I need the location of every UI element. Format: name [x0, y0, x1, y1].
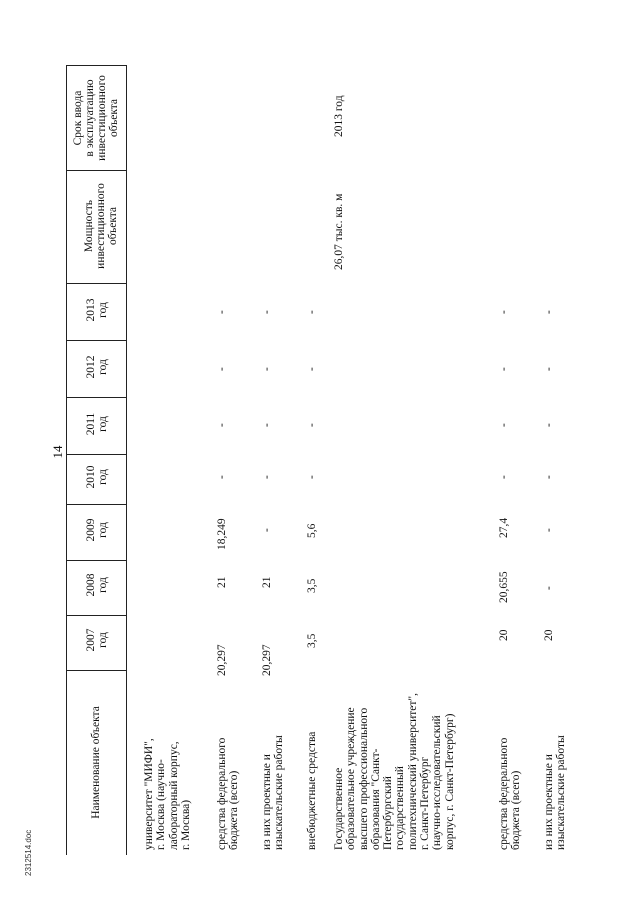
value-2011: - — [498, 423, 510, 427]
value-2010: - — [261, 475, 273, 479]
row-name: средства федерального бюджета (всего) — [498, 737, 523, 850]
header-2009: 2009 год — [85, 518, 109, 542]
value-2008: 20,655 — [498, 571, 510, 603]
value-2009: 5,6 — [306, 523, 318, 538]
header-term: Срок ввода в эксплуатацию инвестиционного объекта — [72, 75, 120, 161]
footer-filename: 2312514.doc — [24, 829, 33, 876]
value-2008: 21 — [261, 576, 273, 588]
value-2012: - — [543, 367, 555, 371]
table-line — [66, 65, 126, 66]
value-2007: 20 — [543, 629, 555, 641]
value-2012: - — [306, 367, 318, 371]
row-name: из них проектные и изыскательские работы — [543, 735, 568, 850]
value-2009: - — [261, 528, 273, 532]
value-2008: 3,5 — [306, 578, 318, 593]
value-2012: - — [261, 367, 273, 371]
header-2008: 2008 год — [85, 573, 109, 597]
value-2010: - — [498, 475, 510, 479]
row-name: средства федерального бюджета (всего) — [216, 737, 241, 850]
table-line — [66, 170, 126, 171]
header-2011: 2011 год — [85, 412, 109, 436]
table-line — [66, 65, 67, 855]
row-name: из них проектные и изыскательские работы — [261, 735, 286, 850]
row-name: внебюджетные средства — [306, 731, 318, 850]
value-2011: - — [216, 423, 228, 427]
value-2007: 20,297 — [261, 644, 273, 676]
value-2010: - — [216, 475, 228, 479]
value-2008: - — [543, 586, 555, 590]
value-2013: - — [498, 310, 510, 314]
capacity-value: 26,07 тыс. кв. м — [333, 193, 345, 270]
header-2013: 2013 год — [85, 298, 109, 322]
value-2007: 3,5 — [306, 633, 318, 648]
value-2011: - — [261, 423, 273, 427]
value-2009: 27,4 — [498, 517, 510, 538]
header-2012: 2012 год — [85, 355, 109, 379]
header-2007: 2007 год — [85, 628, 109, 652]
value-2011: - — [306, 423, 318, 427]
value-2012: - — [216, 367, 228, 371]
value-2013: - — [306, 310, 318, 314]
header-name: Наименование объекта — [90, 706, 102, 819]
value-2011: - — [543, 423, 555, 427]
header-2010: 2010 год — [85, 465, 109, 489]
value-2012: - — [498, 367, 510, 371]
value-2013: - — [261, 310, 273, 314]
page-number: 14 — [50, 445, 65, 459]
value-2013: - — [216, 310, 228, 314]
value-2009: 18,249 — [216, 518, 228, 550]
header-capacity: Мощность инвестиционного объекта — [83, 183, 119, 269]
row-name: университет "МИФИ", г. Москва (научно- лабораторный корпус, г. Москва) — [143, 738, 192, 850]
table-line — [126, 65, 127, 855]
value-2010: - — [306, 475, 318, 479]
value-2013: - — [543, 310, 555, 314]
value-2008: 21 — [216, 576, 228, 588]
term-value: 2013 год — [333, 95, 345, 137]
value-2007: 20,297 — [216, 644, 228, 676]
row-name: Государственное образовательное учреждение высшего профессионального образования "Санкт- Петербургский государственный политехнический университет", г. Санкт-Петербург (научно-исследовательский корпус, г. Санкт-Петербург) — [333, 693, 456, 850]
value-2009: - — [543, 528, 555, 532]
value-2007: 20 — [498, 629, 510, 641]
value-2010: - — [543, 475, 555, 479]
